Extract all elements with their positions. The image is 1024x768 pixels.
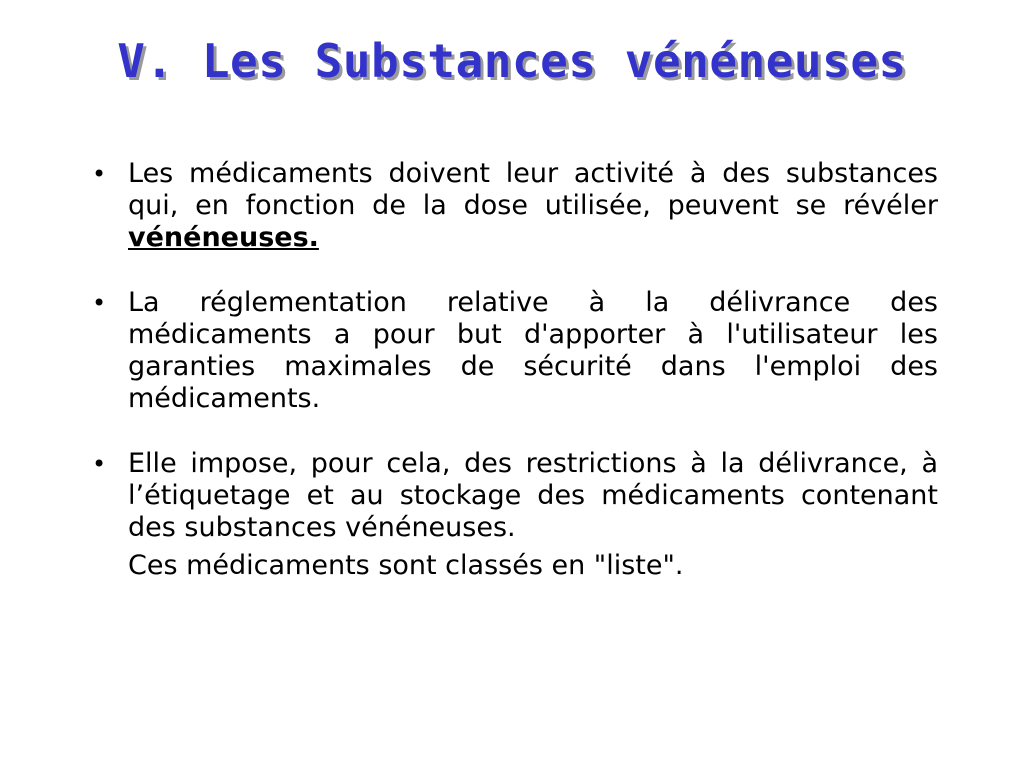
emphasis-word: vénéneuses. (128, 222, 319, 253)
bullet-marker: • (92, 289, 107, 317)
bullet-item-3 (80, 448, 938, 544)
bullet-marker: • (92, 450, 107, 478)
bullet-text: La réglementation relative à la délivrance des médicaments a pour but d'apporter à l'utilisateur les garanties maximales de sécurité dans l'emploi des médicaments. (128, 287, 938, 414)
bullet-item-1 (80, 158, 938, 254)
bullet-item-2 (80, 287, 938, 415)
slide-body (80, 158, 938, 582)
bullet-marker: • (92, 160, 107, 188)
slide-title: V. Les Substances vénéneuses (117, 34, 907, 88)
bullet-text: Elle impose, pour cela, des restrictions à la délivrance, à l’étiquetage et au stockage des médicaments contenant des substances vénéneuses. (128, 448, 938, 543)
bullet-text: Les médicaments doivent leur activité à des substances qui, en fonction de la dose utilisée, peuvent se révéler (128, 158, 938, 221)
closing-line: Ces médicaments sont classés en "liste". (128, 550, 684, 581)
